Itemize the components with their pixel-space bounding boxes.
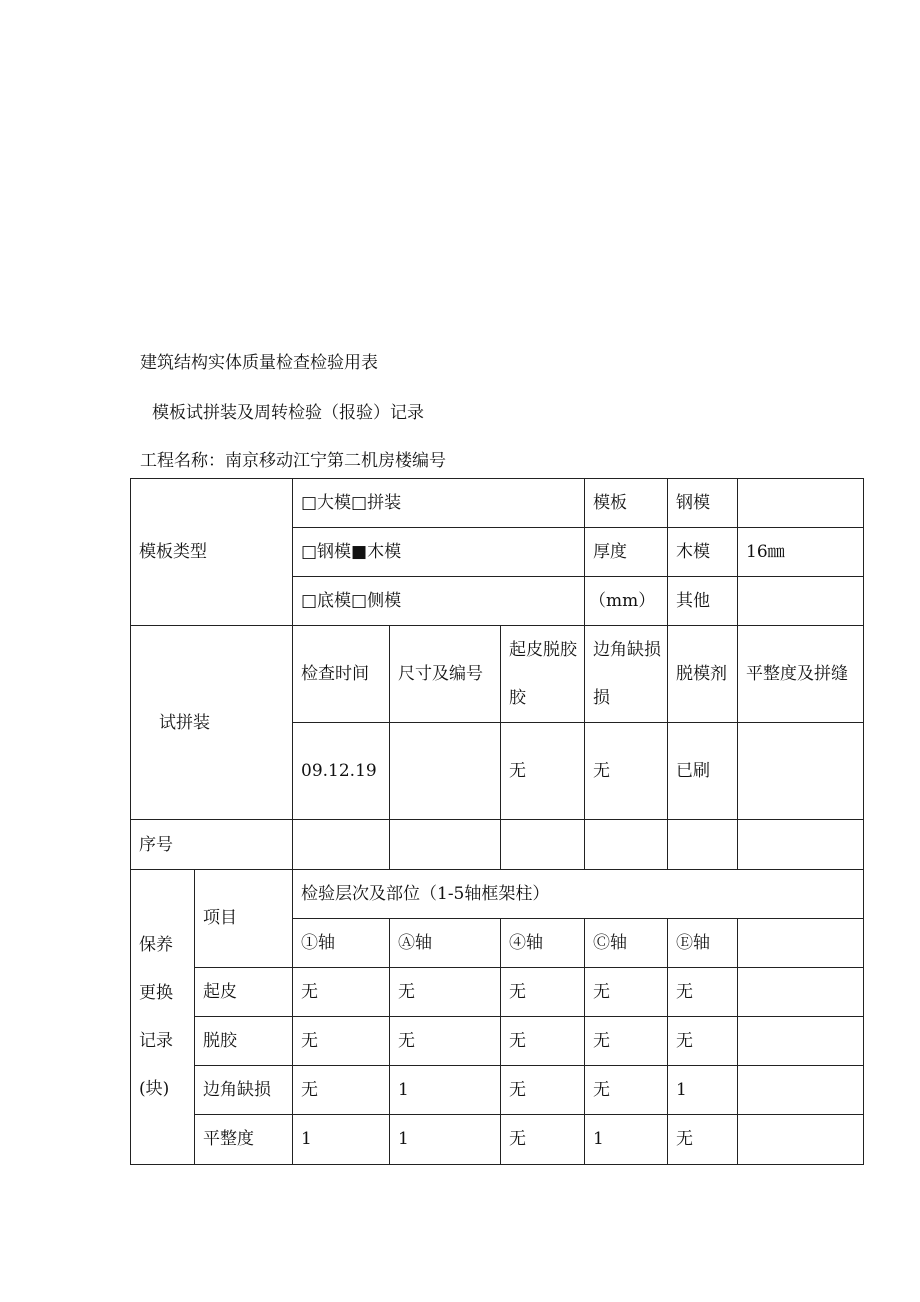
table-cell: 无 — [668, 967, 738, 1016]
maintenance-label-line: 保养 — [139, 934, 173, 955]
material-value — [738, 479, 864, 528]
table-row — [131, 626, 864, 723]
header-cell: 检查时间 — [293, 626, 390, 723]
table-cell: 无 — [585, 967, 668, 1016]
table-cell: 无 — [501, 1016, 585, 1065]
axis-header: Ⓐ轴 — [390, 918, 501, 967]
table-row — [131, 1016, 864, 1065]
table-cell: 无 — [390, 1016, 501, 1065]
inspection-table — [130, 478, 864, 1165]
form-subtitle: 模板试拼装及周转检验（报验）记录 — [152, 403, 424, 423]
table-cell: 1 — [585, 1114, 668, 1164]
maintenance-label-line: 更换 — [139, 982, 173, 1003]
seq-label: 序号 — [131, 820, 293, 869]
table-cell: 无 — [501, 723, 585, 820]
location-title: 检验层次及部位（1-5轴框架柱） — [293, 869, 864, 918]
material-value: 16㎜ — [738, 528, 864, 577]
table-cell: 1 — [390, 1065, 501, 1114]
header-cell: 脱模剂 — [668, 626, 738, 723]
table-cell — [293, 820, 390, 869]
table-cell — [738, 1065, 864, 1114]
thickness-label: 模板 — [585, 479, 668, 528]
table-cell — [585, 820, 668, 869]
header-cell: 平整度及拼缝 — [738, 626, 864, 723]
form-title: 建筑结构实体质量检查检验用表 — [140, 353, 378, 373]
trial-date: 09.12.19 — [293, 723, 390, 820]
table-row — [131, 869, 864, 918]
table-cell — [738, 967, 864, 1016]
table-cell: 1 — [390, 1114, 501, 1164]
table-cell — [738, 1016, 864, 1065]
axis-header: ④轴 — [501, 918, 585, 967]
header-cell: 起皮脱胶胶 — [501, 626, 585, 723]
type-label: 模板类型 — [131, 479, 293, 626]
table-cell — [501, 820, 585, 869]
table-cell — [738, 820, 864, 869]
type-option: □钢模■木模 — [293, 528, 585, 577]
header-cell: 边角缺损损 — [585, 626, 668, 723]
type-option: □底模□侧模 — [293, 577, 585, 626]
table-cell — [738, 1114, 864, 1164]
table-cell: 1 — [293, 1114, 390, 1164]
item-label: 项目 — [195, 869, 293, 967]
table-cell: 已刷 — [668, 723, 738, 820]
thickness-label: （mm） — [585, 577, 668, 626]
table-cell: 无 — [390, 967, 501, 1016]
table-cell: 无 — [501, 967, 585, 1016]
table-cell — [668, 820, 738, 869]
table-cell: 无 — [293, 1065, 390, 1114]
material-name: 木模 — [668, 528, 738, 577]
axis-header: Ⓒ轴 — [585, 918, 668, 967]
item-name: 脱胶 — [195, 1016, 293, 1065]
item-name: 边角缺损 — [195, 1065, 293, 1114]
table-row — [131, 967, 864, 1016]
item-name: 起皮 — [195, 967, 293, 1016]
table-cell — [390, 820, 501, 869]
maintenance-label-line: (块) — [139, 1078, 170, 1099]
axis-header: Ⓔ轴 — [668, 918, 738, 967]
material-name: 钢模 — [668, 479, 738, 528]
table-row — [131, 820, 864, 869]
maintenance-label-line: 记录 — [139, 1030, 173, 1051]
table-cell — [390, 723, 501, 820]
table-cell: 无 — [585, 723, 668, 820]
table-cell: 无 — [585, 1016, 668, 1065]
table-row — [131, 1065, 864, 1114]
table-cell: 无 — [293, 967, 390, 1016]
item-name: 平整度 — [195, 1114, 293, 1164]
table-cell: 无 — [293, 1016, 390, 1065]
header-cell: 尺寸及编号 — [390, 626, 501, 723]
table-row — [131, 479, 864, 528]
table-cell: 无 — [668, 1016, 738, 1065]
axis-header — [738, 918, 864, 967]
table-cell: 无 — [668, 1114, 738, 1164]
thickness-label: 厚度 — [585, 528, 668, 577]
axis-header: ①轴 — [293, 918, 390, 967]
trial-label: 试拼装 — [131, 626, 293, 820]
material-value — [738, 577, 864, 626]
table-cell: 无 — [501, 1065, 585, 1114]
maintenance-label — [131, 869, 195, 1164]
type-option: □大模□拼装 — [293, 479, 585, 528]
project-name-line: 工程名称：南京移动江宁第二机房楼编号 — [140, 451, 446, 471]
table-cell — [738, 723, 864, 820]
table-cell: 无 — [585, 1065, 668, 1114]
table-cell: 无 — [501, 1114, 585, 1164]
material-name: 其他 — [668, 577, 738, 626]
table-row — [131, 1114, 864, 1164]
table-cell: 1 — [668, 1065, 738, 1114]
